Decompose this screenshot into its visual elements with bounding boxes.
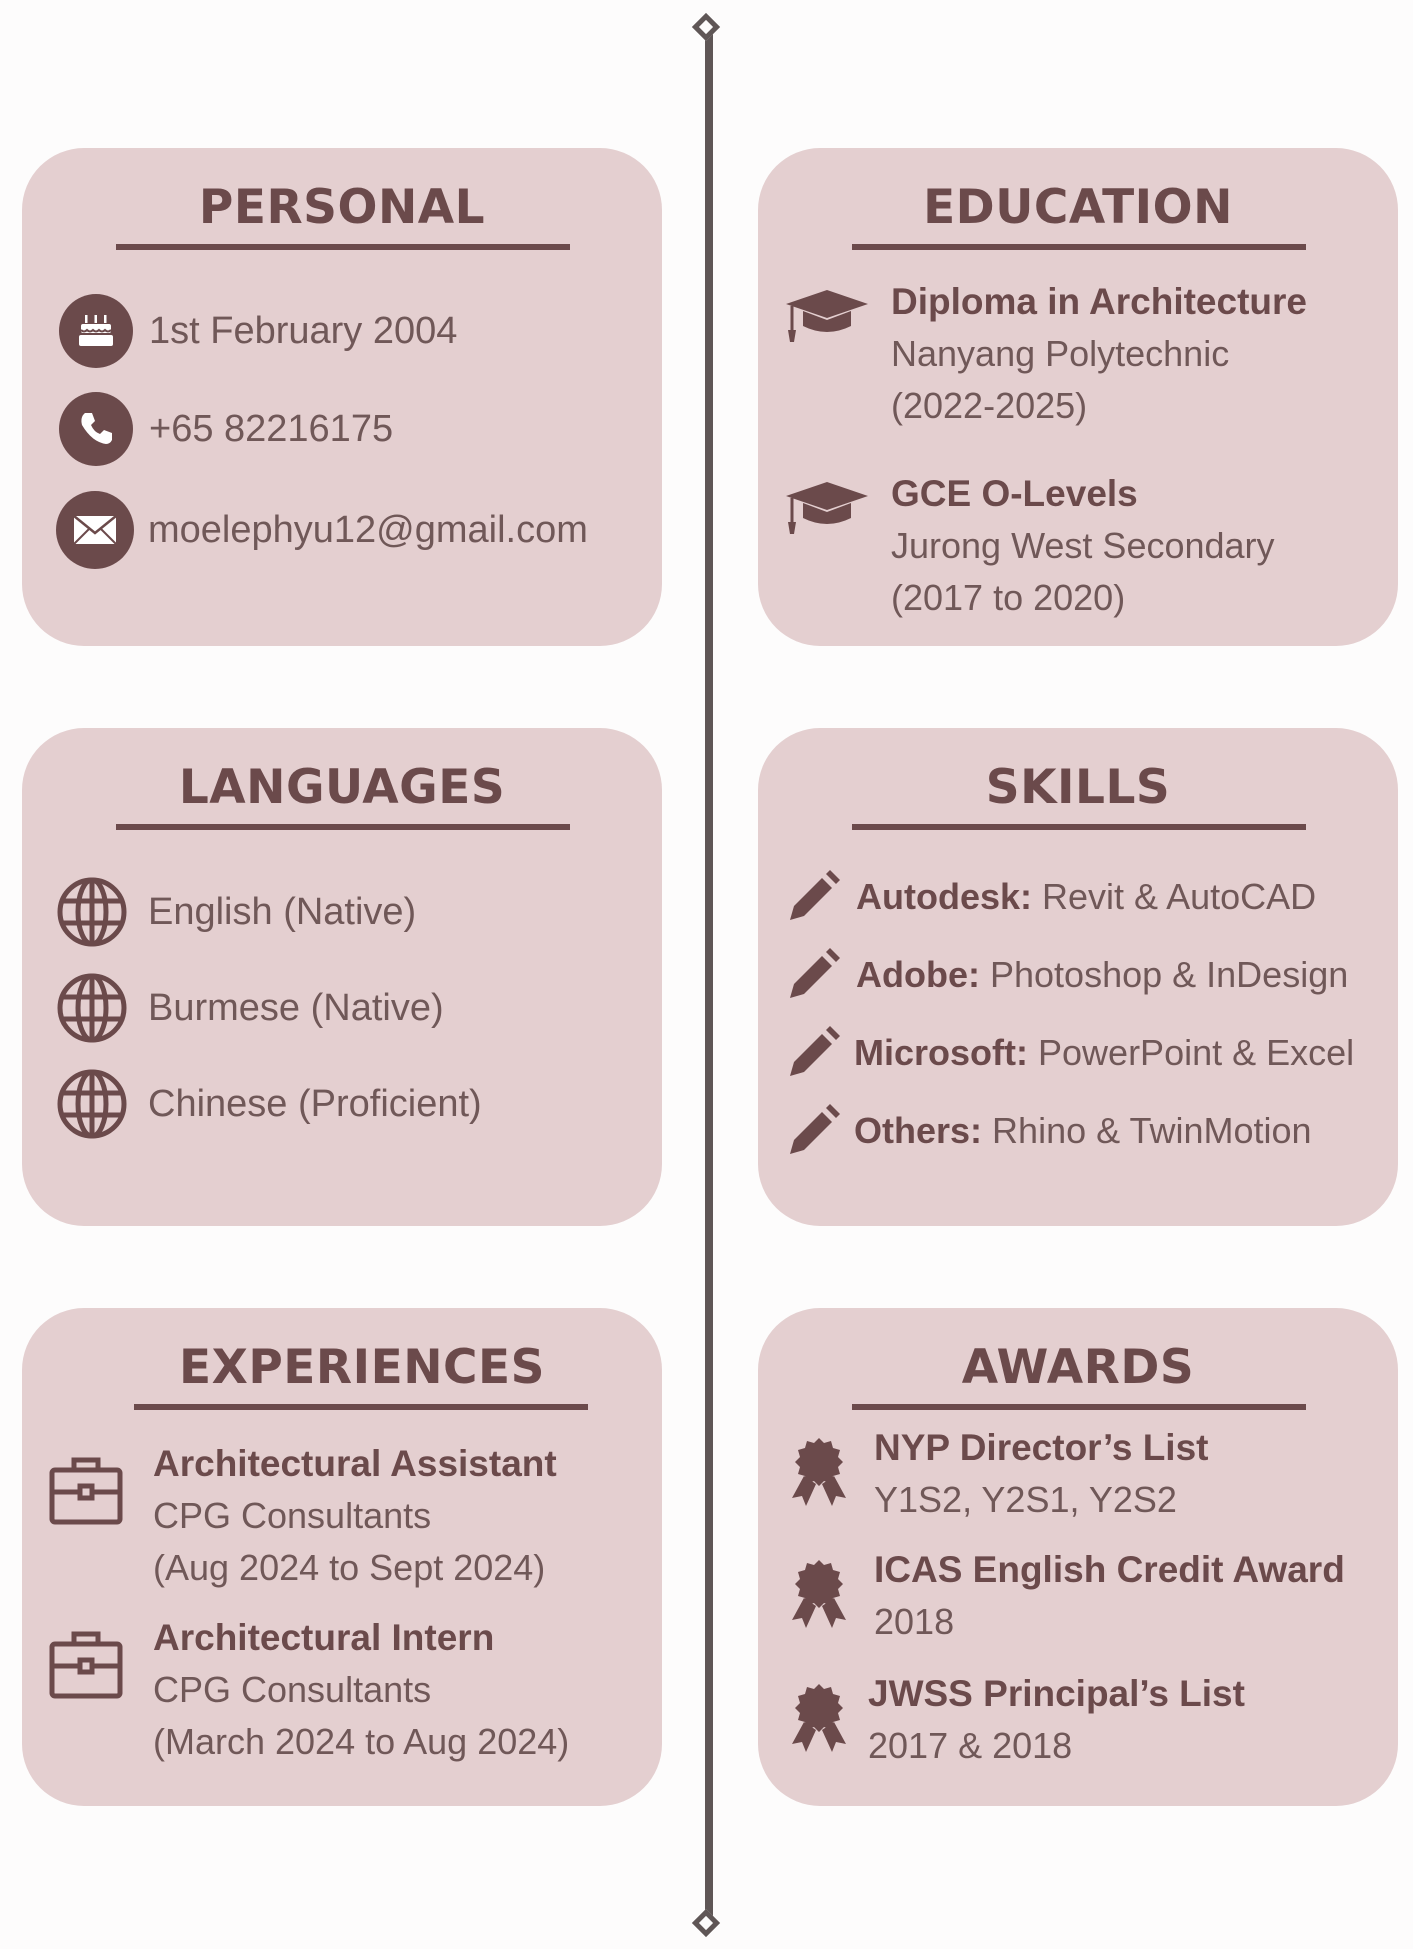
education-card xyxy=(758,148,1398,646)
experiences-title-rule xyxy=(134,1404,588,1410)
award-ribbon-icon xyxy=(786,1436,852,1506)
skills-title: SKILLS xyxy=(985,760,1171,815)
award-item-line: Y1S2, Y2S1, Y2S2 xyxy=(874,1479,1177,1520)
education-item-title: GCE O-Levels xyxy=(891,473,1138,514)
award-item-title: ICAS English Credit Award xyxy=(874,1549,1345,1590)
skill-item xyxy=(786,1026,1354,1080)
award-ribbon-icon xyxy=(786,1682,852,1752)
award-item-title: NYP Director’s List xyxy=(874,1427,1209,1468)
skill-label: Adobe: xyxy=(856,954,980,995)
skill-label: Others: xyxy=(854,1110,983,1151)
language-item xyxy=(56,972,444,1044)
awards-title: AWARDS xyxy=(961,1340,1195,1395)
graduation-cap-icon xyxy=(784,286,870,346)
awards-title-rule xyxy=(852,1404,1306,1410)
award-item-title: JWSS Principal’s List xyxy=(868,1673,1245,1714)
timeline-bottom-knob xyxy=(692,1909,720,1937)
language-text: English (Native) xyxy=(148,890,417,933)
timeline-top-knob xyxy=(692,13,720,41)
education-item-line: Jurong West Secondary xyxy=(891,525,1275,566)
personal-item-email xyxy=(56,491,588,569)
timeline-line xyxy=(705,28,713,1923)
skill-value: PowerPoint & Excel xyxy=(1038,1032,1355,1073)
language-item xyxy=(56,876,416,948)
experience-item-line: CPG Consultants xyxy=(153,1669,432,1710)
languages-title-rule xyxy=(116,824,570,830)
personal-item-phone xyxy=(59,392,393,466)
birthday-cake-icon xyxy=(59,294,133,368)
pencil-icon xyxy=(786,1104,840,1158)
skill-label: Microsoft: xyxy=(854,1032,1028,1073)
skill-label: Autodesk: xyxy=(856,876,1033,917)
envelope-icon xyxy=(56,491,134,569)
experience-item-line: (Aug 2024 to Sept 2024) xyxy=(153,1547,546,1588)
email-text: moelephyu12@gmail.com xyxy=(148,508,588,551)
experience-item-line: (March 2024 to Aug 2024) xyxy=(153,1721,570,1762)
skill-value: Photoshop & InDesign xyxy=(990,954,1349,995)
language-item xyxy=(56,1068,482,1140)
skills-title-rule xyxy=(852,824,1306,830)
languages-card xyxy=(22,728,662,1226)
experiences-title: EXPERIENCES xyxy=(179,1340,545,1395)
globe-icon xyxy=(56,876,128,948)
birthday-text: 1st February 2004 xyxy=(149,309,458,352)
experience-item-title: Architectural Intern xyxy=(153,1617,495,1658)
personal-title: PERSONAL xyxy=(198,180,486,235)
skill-item xyxy=(786,870,1316,924)
personal-card xyxy=(22,148,662,646)
personal-title-rule xyxy=(116,244,570,250)
skill-value: Rhino & TwinMotion xyxy=(992,1110,1312,1151)
personal-item-birthday xyxy=(59,294,457,368)
education-item-line: (2017 to 2020) xyxy=(891,577,1126,618)
award-ribbon-icon xyxy=(786,1558,852,1628)
briefcase-icon xyxy=(48,1626,124,1702)
globe-icon xyxy=(56,1068,128,1140)
globe-icon xyxy=(56,972,128,1044)
award-item-line: 2017 & 2018 xyxy=(868,1725,1073,1766)
education-item-line: Nanyang Polytechnic xyxy=(891,333,1230,374)
education-title-rule xyxy=(852,244,1306,250)
language-text: Chinese (Proficient) xyxy=(148,1082,482,1125)
education-item-title: Diploma in Architecture xyxy=(891,281,1307,322)
pencil-icon xyxy=(786,1026,840,1080)
experience-item-line: CPG Consultants xyxy=(153,1495,432,1536)
education-title: EDUCATION xyxy=(923,180,1233,235)
skill-item xyxy=(786,948,1348,1002)
pencil-icon xyxy=(786,948,840,1002)
skill-value: Revit & AutoCAD xyxy=(1042,876,1317,917)
awards-card xyxy=(758,1308,1398,1806)
language-text: Burmese (Native) xyxy=(148,986,444,1029)
pencil-icon xyxy=(786,870,840,924)
languages-title: LANGUAGES xyxy=(178,760,506,815)
skill-item xyxy=(786,1104,1312,1158)
skills-card xyxy=(758,728,1398,1226)
experiences-card xyxy=(22,1308,662,1806)
award-item-line: 2018 xyxy=(874,1601,955,1642)
graduation-cap-icon xyxy=(784,478,870,538)
phone-icon xyxy=(59,392,133,466)
briefcase-icon xyxy=(48,1452,124,1528)
experience-item-title: Architectural Assistant xyxy=(153,1443,557,1484)
phone-text: +65 82216175 xyxy=(149,407,394,450)
education-item-line: (2022-2025) xyxy=(891,385,1088,426)
